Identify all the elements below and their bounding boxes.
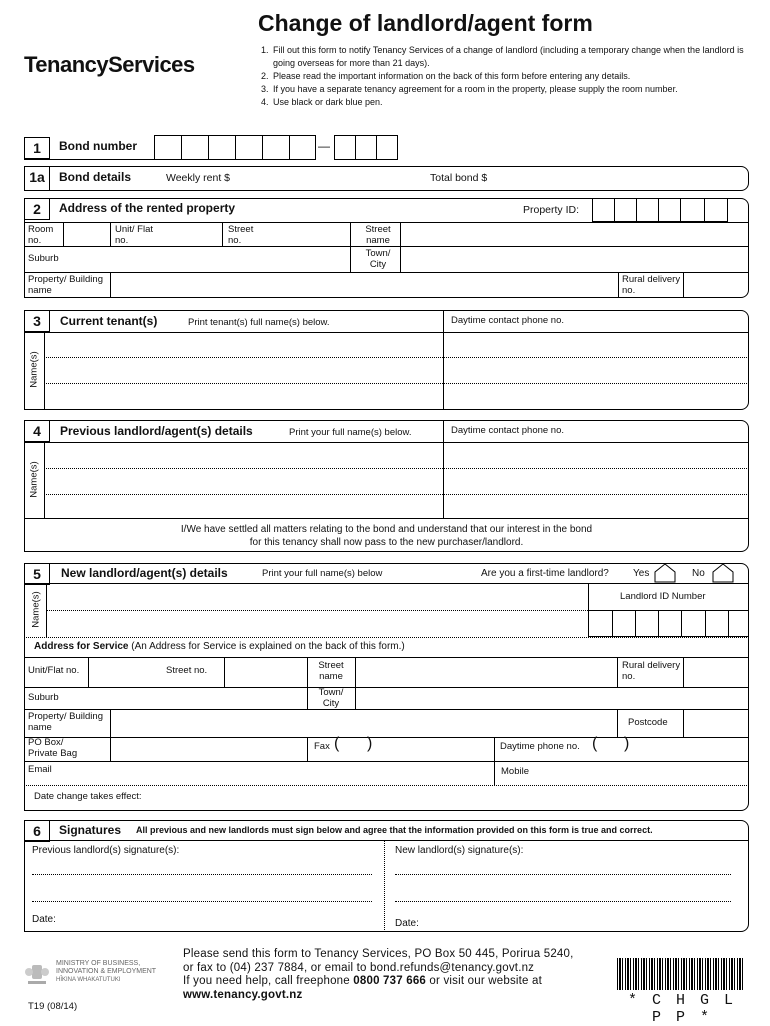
section-1a-number: 1a [24, 166, 50, 191]
tenant-name-line-2[interactable] [44, 383, 749, 384]
section-6-box [24, 820, 749, 932]
divider [24, 761, 749, 762]
tenant-name-line-1[interactable] [44, 357, 749, 358]
form-title: Change of landlord/agent form [258, 10, 593, 36]
divider [181, 135, 182, 160]
property-building-name-field[interactable]: Property/ Building name [28, 274, 103, 296]
divider [636, 198, 637, 222]
new-signature-label: New landlord(s) signature(s): [395, 845, 524, 856]
divider [355, 135, 356, 160]
yes-checkbox[interactable] [654, 563, 676, 583]
address-for-service-heading [34, 641, 405, 652]
divider [443, 310, 444, 410]
divider [24, 332, 749, 333]
divider [110, 737, 111, 761]
footer-line-2: or fax to (04) 237 7884, or email to bond.refunds@tenancy.govt.nz [183, 961, 535, 974]
instruction-item: 3. If you have a separate tenancy agreement for a room in the property, please supply the room number. [271, 83, 761, 96]
daytime-phone-field[interactable]: Daytime phone no. [500, 741, 580, 752]
divider [355, 657, 356, 709]
divider [384, 840, 385, 932]
divider [235, 135, 236, 160]
footer-line-3 [183, 975, 574, 989]
statement-line-1: I/We have settled all matters relating to the bond and understand that our interest in the bond [180, 524, 593, 535]
section-4-number: 4 [24, 420, 50, 442]
divider [618, 272, 619, 298]
previous-landlord-hint: Print your full name(s) below. [289, 427, 412, 438]
ministry-name [56, 960, 156, 984]
help-text: If you need help, call freephone [183, 975, 354, 987]
barcode [617, 958, 745, 990]
new-unit-flat-field[interactable]: Unit/Flat no. [28, 665, 80, 676]
new-landlord-names-label: Name(s) [30, 591, 42, 628]
barcode-text: * C H G L P P * [627, 992, 736, 1026]
divider [307, 737, 308, 761]
bond-number-label: Bond number [59, 139, 137, 153]
new-street-no-field[interactable]: Street no. [166, 665, 208, 676]
footer-contact [183, 948, 574, 1002]
footer-line-1: Please send this form to Tenancy Services, PO Box 50 445, Porirua 5240, [183, 948, 574, 960]
new-date-field[interactable]: Date: [395, 918, 419, 929]
section-3-number: 3 [24, 310, 50, 332]
po-box-field[interactable]: PO Box/ Private Bag [28, 737, 78, 759]
fax-area-open-paren: ( [334, 735, 340, 752]
ministry-line-3: HĪKINA WHAKATUTUKI [56, 977, 121, 983]
divider [24, 657, 749, 658]
street-no-field[interactable]: Street no. [228, 224, 254, 246]
divider [224, 657, 225, 687]
new-landlord-label: New landlord/agent(s) details [61, 566, 228, 580]
street-name-field[interactable]: Street name [365, 224, 391, 246]
instructions-list [257, 44, 761, 109]
previous-signature-label: Previous landlord(s) signature(s): [32, 845, 180, 856]
no-label: No [692, 568, 705, 579]
divider [617, 657, 618, 687]
new-rural-delivery-field[interactable]: Rural delivery no. [622, 660, 681, 682]
divider [24, 272, 749, 273]
form-code: T19 (08/14) [28, 1001, 78, 1012]
bond-details-label: Bond details [59, 170, 132, 184]
tenancy-services-logo [24, 52, 195, 78]
room-no-field[interactable]: Room no. [28, 224, 54, 246]
first-time-landlord-question: Are you a first-time landlord? [481, 568, 609, 579]
no-checkbox[interactable] [712, 563, 734, 583]
new-landlord-hint: Print your full name(s) below [262, 568, 383, 579]
divider [63, 222, 64, 246]
divider [683, 272, 684, 298]
website-link[interactable]: www.tenancy.govt.nz [183, 988, 303, 1001]
new-signature-line-1[interactable] [395, 874, 731, 875]
weekly-rent-field[interactable]: Weekly rent $ [166, 172, 230, 184]
new-landlord-name-line[interactable] [46, 610, 588, 611]
divider [24, 583, 749, 584]
divider [681, 610, 682, 637]
new-town-city-field[interactable]: Town/ City [318, 687, 344, 709]
previous-landlord-name-line-1[interactable] [44, 468, 749, 469]
divider [612, 610, 613, 637]
divider [443, 420, 444, 518]
section-1-number: 1 [24, 137, 50, 159]
tenant-names-label: Name(s) [28, 351, 40, 388]
previous-landlord-names-label: Name(s) [28, 461, 40, 498]
section-2-number: 2 [24, 198, 50, 220]
divider [728, 610, 729, 637]
divider [683, 709, 684, 737]
ministry-line-1: MINISTRY OF BUSINESS, [56, 960, 141, 967]
divider [24, 159, 154, 160]
bond-check-digits[interactable] [334, 135, 398, 160]
divider [24, 637, 749, 638]
rented-property-label: Address of the rented property [59, 201, 236, 215]
divider [24, 840, 749, 841]
divider [24, 246, 749, 247]
divider [289, 135, 290, 160]
new-property-building-field[interactable]: Property/ Building name [28, 711, 103, 733]
tenant-phone-label: Daytime contact phone no. [451, 315, 565, 326]
fax-area-close-paren: ) [367, 735, 373, 752]
freephone-number[interactable]: 0800 737 666 [353, 975, 427, 987]
logo-text-tenancy: Tenancy [24, 52, 109, 77]
divider [376, 135, 377, 160]
phone-area-close-paren: ) [624, 735, 630, 752]
divider [24, 442, 749, 443]
new-suburb-field[interactable]: Suburb [28, 692, 59, 703]
divider [350, 222, 351, 272]
ministry-line-2: INNOVATION & EMPLOYMENT [56, 968, 157, 975]
divider [44, 332, 45, 410]
instruction-item: 4. Use black or dark blue pen. [271, 96, 761, 109]
total-bond-field[interactable]: Total bond $ [430, 172, 488, 184]
email-field[interactable]: Email [28, 764, 52, 775]
divider [24, 709, 749, 710]
divider [44, 442, 45, 518]
divider [24, 687, 749, 688]
nz-crest-icon [24, 962, 50, 986]
previous-signature-line-1[interactable] [32, 874, 372, 875]
divider [705, 610, 706, 637]
property-id-boxes[interactable] [592, 198, 728, 222]
divider [614, 198, 615, 222]
landlord-id-label: Landlord ID Number [620, 591, 706, 602]
bond-number-separator: — [318, 139, 330, 153]
divider [307, 657, 308, 709]
address-for-service-note: (An Address for Service is explained on the back of this form.) [131, 641, 405, 652]
previous-signature-line-2[interactable] [32, 901, 372, 902]
divider [635, 610, 636, 637]
phone-area-open-paren: ( [592, 735, 598, 752]
yes-label: Yes [633, 568, 650, 579]
property-id-label: Property ID: [523, 204, 580, 216]
signatures-label: Signatures [59, 823, 122, 837]
date-change-field[interactable]: Date change takes effect: [34, 791, 142, 802]
divider [110, 272, 111, 298]
fax-field[interactable]: Fax [314, 741, 330, 752]
unit-flat-no-field[interactable]: Unit/ Flat no. [115, 224, 154, 246]
divider [24, 785, 749, 786]
divider [88, 657, 89, 687]
divider [617, 709, 618, 737]
postcode-field[interactable]: Postcode [628, 717, 668, 728]
current-tenants-hint: Print tenant(s) full name(s) below. [188, 317, 330, 328]
divider [262, 135, 263, 160]
instruction-item: 1. Fill out this form to notify Tenancy Services of a change of landlord (including a temporary change when the landlord is going overseas for more than 21 days). [271, 44, 761, 70]
rural-delivery-no-field[interactable]: Rural delivery no. [622, 274, 681, 296]
town-city-field[interactable]: Town/ City [365, 248, 391, 270]
divider [683, 657, 684, 687]
statement-line-2: for this tenancy shall now pass to the new purchaser/landlord. [249, 537, 524, 548]
new-signature-line-2[interactable] [395, 901, 731, 902]
previous-landlord-phone-label: Daytime contact phone no. [451, 425, 565, 436]
divider [658, 610, 659, 637]
divider [24, 518, 749, 519]
instruction-item: 2. Please read the important information on the back of this form before entering any details. [271, 70, 761, 83]
section-6-number: 6 [24, 820, 50, 842]
previous-landlord-name-line-2[interactable] [44, 494, 749, 495]
bond-settlement-statement [24, 523, 749, 549]
logo-text-services: Services [108, 52, 195, 77]
current-tenants-label: Current tenant(s) [60, 314, 158, 328]
suburb-field[interactable]: Suburb [28, 253, 59, 264]
address-for-service-title: Address for Service [34, 641, 129, 652]
divider [658, 198, 659, 222]
section-1a-box [24, 166, 749, 191]
divider [680, 198, 681, 222]
section-5-number: 5 [24, 563, 50, 585]
divider [110, 222, 111, 246]
divider [222, 222, 223, 246]
divider [24, 222, 749, 223]
divider [24, 737, 749, 738]
previous-landlord-label: Previous landlord/agent(s) details [60, 424, 253, 438]
website-text: or visit our website at [426, 975, 543, 987]
divider [704, 198, 705, 222]
divider [110, 709, 111, 737]
previous-date-field[interactable]: Date: [32, 914, 56, 925]
mobile-field[interactable]: Mobile [501, 766, 529, 777]
divider [208, 135, 209, 160]
signatures-note: All previous and new landlords must sign below and agree that the information provided on this form is true and correct. [136, 825, 653, 835]
new-street-name-field[interactable]: Street name [318, 660, 344, 682]
divider [400, 222, 401, 272]
